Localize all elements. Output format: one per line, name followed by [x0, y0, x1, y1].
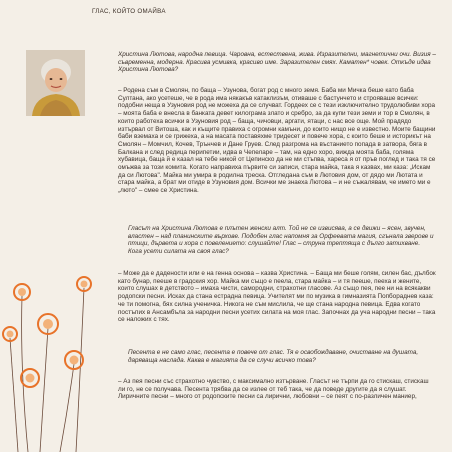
portrait-photo — [26, 50, 85, 116]
question-paragraph-2: Песента е не само глас, песента е повече от глас. Тя е освобождаване, очистване на душата, даряваща наслада. Каква е магията да се случи всичко това? — [128, 349, 419, 364]
answer-paragraph-3: – Аз пея песни със страхотно чувство, с максимално изтърване. Гласът не търпи да го стискаш, стискаш ли го, не се получава. Песента трябва да се излее от теб така, че да поведе другите да я слушат. Лиричните песни – много от родопските песни са лирични, любовни – се пеят с по-различен маниер, — [118, 378, 429, 401]
answer-paragraph-1: – Родена съм в Смолян, по баща – Узунова, богат род с много земя. Баба ми Мичка беше като баба Султана, ако усетеше, че в рода има някакъв катаклизъм, отиваше с бастунчето и строяваше всички: подобни неща в Узуновия род не можеха да се случват. Гордеех се с тези изключително трудолюбиви хора – моята баба е внесла в банката девет килограма злато и сребро, за да купи тези земи и тор в Смолян, в които работеха всички в Узуновия род – баща, чичовци, аргати, ятаци, с нас все още. Мой прадядо изтървал от Витоша, как и къщите правиха с огромни камъни, до които нищо не е известно. Моите бащини баби вземаха и се грижеха, а на масата поставяхме тридесет и повече хора, с които беше и историкът на Смолян – Момчил, Кочев, Трънчев и Дане Груев. След разгрома на въстанието попада в затвора, бяга в Балкана и след редица перипетии, идва в Чепеларе – там, на едно хоро, вижда моята баба, голяма хубавица, баща й е казал на тебе никой от Цепинско да не ми стъпва, хареса я от пръв поглед и така тя се омъжва за този комита. Когато направиха първите си записи, стара майка, така я казвах, ми каза: „Искам да си Лютова". Майка ми умира в родилна треска. Отгледана съм в Лютовия дом, от дядо ми Лютата и стара майка, а брат ми отиде в Узуновия дом. Всички ме знаеха Лютова – и не съжалявам, че името ми е „лютo" – смее се Христина. — [118, 87, 436, 195]
flower-icon — [3, 277, 91, 387]
intro-paragraph: Христина Лютова, народна певица. Чаровна, естествена, жива. Изразителни, магнетични очи. Визия – съвременна, модерна. Красива усмивка, красиво име. Заразителен смях. Каматен* човек. Откъде идва Христина Лютова? — [118, 51, 436, 74]
flower-decoration — [0, 268, 100, 452]
portrait-illustration — [26, 50, 85, 116]
answer-paragraph-2: – Може да е дадености или е на генна основа – казва Христина. – Баща ми беше голям, силен бас, дълбок като бунар, пееше в градския хор. Майка ми също е пеела, стара майка – и тя пееше, пееха и жените, които слушах в детството – имаха чисти, самородни, страхотни гласове. Аз също пея, пее ни на всякакви родопски песни. Исках да стана естрадна певица. Учителят ми по музика в гимназията Попбораднев каза: че ти помогна, бях силна ученичка. Никога не съм мислила, че ще стана народна певица. Едва когато постъпих в Ансамбъла за народни песни усетих силата на моя глас. Започнах да уча народни песни – така се наложих с тях. — [118, 270, 436, 324]
question-paragraph-1: Гласът на Христина Лютова е плътен женски алт. Той не се извисява, а се движи – ясен, звучен, властен – над планинските върхове. Подобен глас напомня за Орфеевата магия, сгънала зверове и птици, дървета и хора с повелението: слушайте! Глас – струна трептяща с дълго затихване. Кога усети силата на своя глас? — [128, 225, 434, 256]
article-title: ГЛАС, КОЙТО ОМАЙВА — [92, 8, 166, 15]
